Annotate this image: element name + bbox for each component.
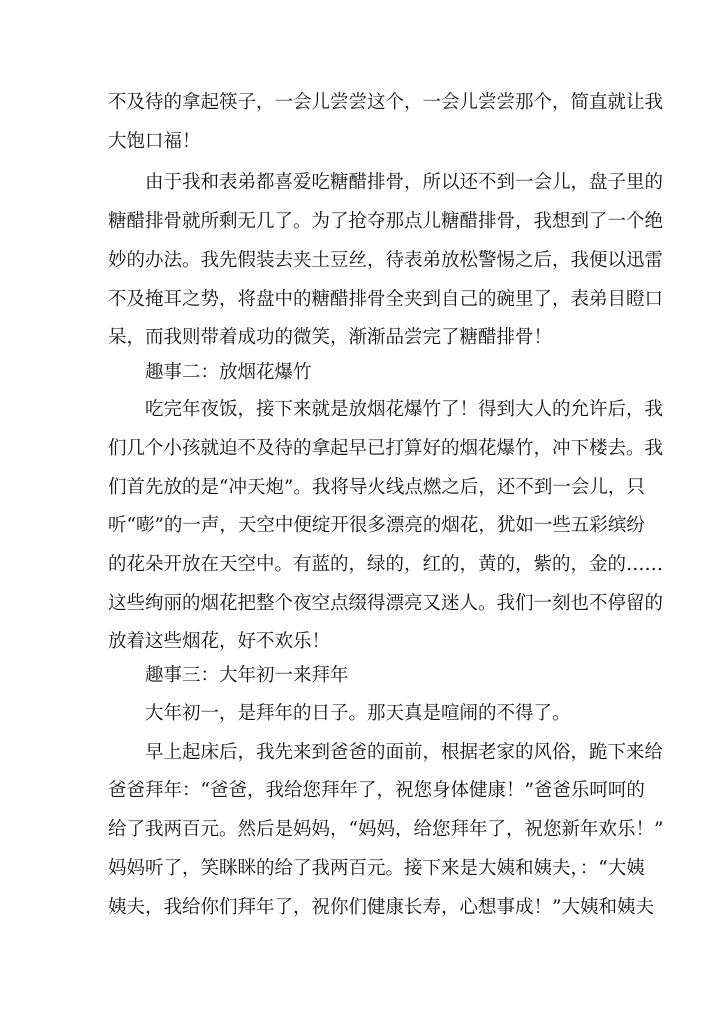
text-line: 呆，而我则带着成功的微笑，渐渐品尝完了糖醋排骨！ <box>108 327 553 348</box>
text-line: 大饱口福！ <box>108 131 201 152</box>
text-line: 的花朵开放在天空中。有蓝的，绿的，红的，黄的，紫的，金的…… <box>108 554 664 575</box>
paragraph-line: 吃完年夜饭，接下来就是放烟花爆竹了！得到大人的允许后，我 <box>145 399 664 420</box>
section-heading: 趣事二：放烟花爆竹 <box>145 362 312 383</box>
section-heading: 趣事三：大年初一来拜年 <box>145 665 349 686</box>
text-line: 给了我两百元。然后是妈妈，“妈妈，给您拜年了，祝您新年欢乐！” <box>108 819 664 840</box>
text-line: 姨夫，我给你们拜年了，祝你们健康长寿，心想事成！”大姨和姨夫 <box>108 897 654 918</box>
text-line: 们首先放的是“冲天炮”。我将导火线点燃之后，还不到一会儿，只 <box>108 477 645 498</box>
text-line: 放着这些烟花，好不欢乐！ <box>108 631 331 652</box>
text-line: 听“嘭”的一声，天空中便绽开很多漂亮的烟花，犹如一些五彩缤纷 <box>108 515 645 536</box>
text-line: 不及掩耳之势，将盘中的糖醋排骨全夹到自己的碗里了，表弟目瞪口 <box>108 289 664 310</box>
text-line: 这些绚丽的烟花把整个夜空点缀得漂亮又迷人。我们一刻也不停留的 <box>108 593 664 614</box>
text-line: 爸爸拜年：“爸爸，我给您拜年了，祝您身体健康！”爸爸乐呵呵的 <box>108 780 645 801</box>
text-line: 不及待的拿起筷子，一会儿尝尝这个，一会儿尝尝那个，简直就让我 <box>108 92 664 113</box>
text-line: 们几个小孩就迫不及待的拿起早已打算好的烟花爆竹，冲下楼去。我 <box>108 438 664 459</box>
text-line: 妈妈听了，笑眯眯的给了我两百元。接下来是大姨和姨夫，：“大姨 <box>108 858 645 879</box>
paragraph-line: 由于我和表弟都喜爱吃糖醋排骨，所以还不到一会儿，盘子里的 <box>145 172 664 193</box>
paragraph-line: 大年初一，是拜年的日子。那天真是喧闹的不得了。 <box>145 703 571 724</box>
text-line: 妙的办法。我先假装去夹土豆丝，待表弟放松警惕之后，我便以迅雷 <box>108 250 664 271</box>
text-line: 糖醋排骨就所剩无几了。为了抢夺那点儿糖醋排骨，我想到了一个绝 <box>108 211 664 232</box>
paragraph-line: 早上起床后，我先来到爸爸的面前，根据老家的风俗，跪下来给 <box>145 742 664 763</box>
